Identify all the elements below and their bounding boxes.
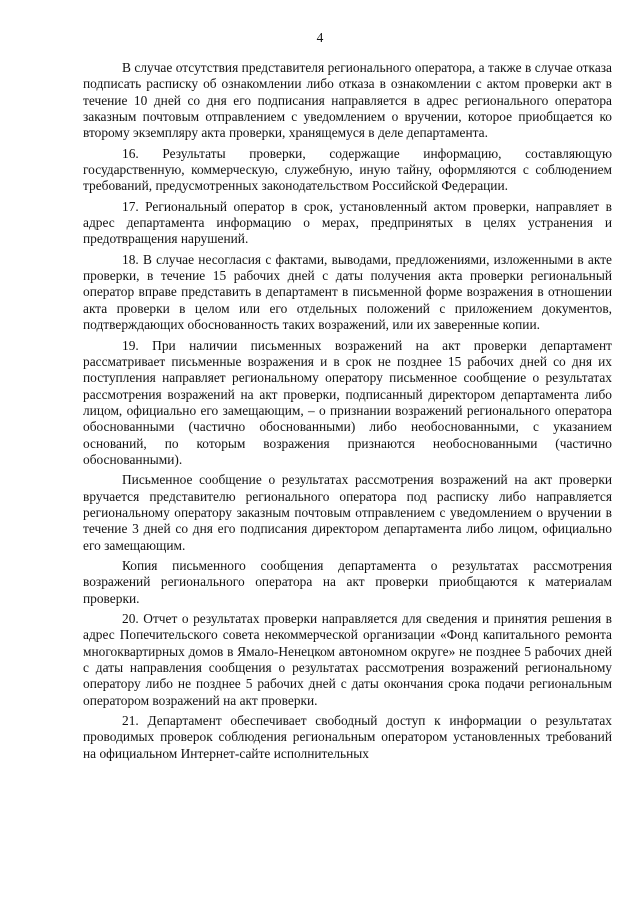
paragraph-delivery-of-act: В случае отсутствия представителя регионального оператора, а также в случае отказа подписать расписку об ознакомлении либо отказа в ознакомлении с актом проверки акт в течение 10 дней со дня его подписания направляется в адрес регионального оператора заказным почтовым отправлением с уведомлением о вручении, которое приобщается ко второму экземпляру акта проверки, хранящемуся в деле департамента. xyxy=(83,60,612,141)
paragraph-19: 19. При наличии письменных возражений на акт проверки департамент рассматривает письменные возражения и в срок не позднее 15 рабочих дней со дня их поступления направляет региональному оператору письменное сообщение о результатах рассмотрения возражений на акт проверки, подписанный директором департамента либо лицом, официально его замещающим, – о признании возражений регионального оператора обоснованными (частично обоснованными) либо необоснованными, с указанием оснований, по которым возражения признаются необоснованными (частично обоснованными). xyxy=(83,337,612,467)
paragraph-18: 18. В случае несогласия с фактами, выводами, предложениями, изложенными в акте проверки, в течение 15 рабочих дней с даты получения акта проверки региональный оператор вправе представить в департамент в письменной форме возражения в отношении акта проверки в целом или его отдельных положений с приложением документов, подтверждающих обоснованность таких возражений, или их заверенные копии. xyxy=(83,251,612,333)
paragraph-17: 17. Региональный оператор в срок, установленный актом проверки, направляет в адрес департамента информацию о мерах, предпринятых в целях устранения и предотвращения нарушений. xyxy=(83,198,612,247)
paragraph-written-message: Письменное сообщение о результатах рассмотрения возражений на акт проверки вручается представителю регионального оператора под расписку либо направляется региональному оператору заказным почтовым отправлением с уведомлением о вручении в течение 3 дней со дня его подписания директором департамента либо лицом, официально его замещающим. xyxy=(83,472,612,553)
page-number: 4 xyxy=(316,30,324,45)
paragraph-16: 16. Результаты проверки, содержащие информацию, составляющую государственную, коммерческую, служебную, иную тайну, оформляются с соблюдением требований, предусмотренных законодательством Российской Федерации. xyxy=(83,145,612,194)
paragraph-message-copy: Копия письменного сообщения департамента о результатах рассмотрения возражений регионального оператора на акт проверки приобщаются к материалам проверки. xyxy=(83,557,612,606)
paragraph-20: 20. Отчет о результатах проверки направляется для сведения и принятия решения в адрес Попечительского совета некоммерческой организации «Фонд капитального ремонта многоквартирных домов в Ямало-Ненецком автономном округе» не позднее 5 рабочих дней с даты направления сообщения о результатах рассмотрения возражений региональному оператору либо не позднее 5 рабочих дней с даты окончания срока подачи региональным оператором возражений на акт проверки. xyxy=(83,611,612,708)
document-body xyxy=(83,60,612,766)
paragraph-21: 21. Департамент обеспечивает свободный доступ к информации о результатах проводимых проверок соблюдения региональным оператором установленных требований на официальном Интернет-сайте исполнительных xyxy=(83,713,612,761)
